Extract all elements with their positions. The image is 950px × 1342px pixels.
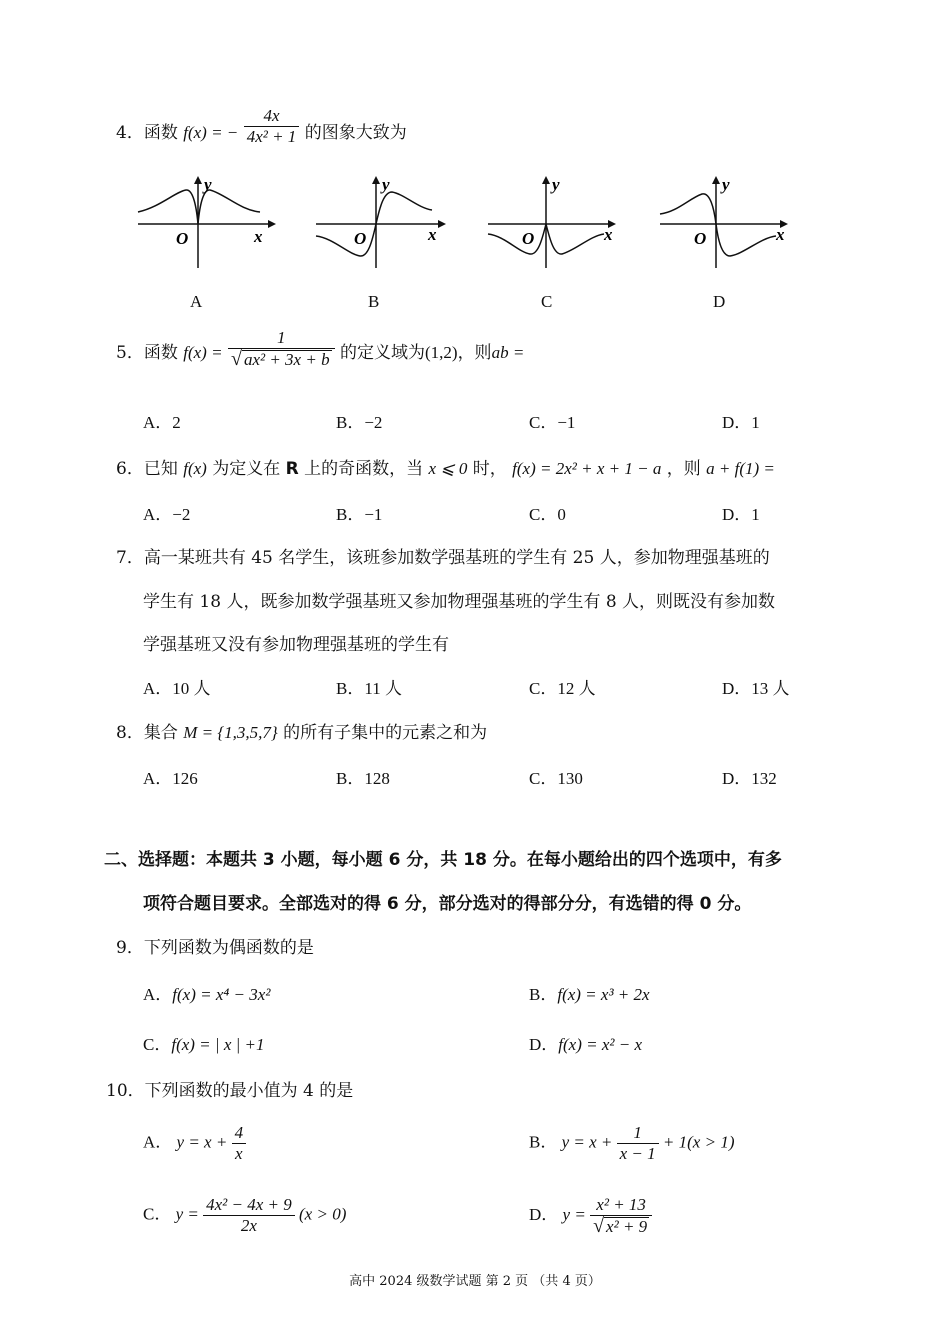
q9-option-c-expr: f(x) = | x | +1 (171, 1035, 265, 1054)
q7-option-a: A．10 人 (143, 679, 211, 698)
q7-line-1 (116, 543, 770, 568)
graph-b (308, 172, 458, 272)
q6-option-a: A．−2 (143, 505, 191, 524)
q10-option-d-label: D． (529, 1204, 559, 1224)
q10-number: 10． (106, 1081, 145, 1101)
q7-text-1: 高一某班共有 45 名学生，该班参加数学强基班的学生有 25 人，参加物理强基班的 (143, 548, 770, 568)
q6-text-3: 上的奇函数，当 (304, 459, 424, 479)
q10-option-d-radicand: x² + 9 (606, 1217, 648, 1236)
q10-option-b-fraction (617, 1124, 659, 1163)
graph-c-x-label: x (604, 225, 613, 244)
q10-option-a-denominator: x (235, 1144, 243, 1163)
q5-radicand: ax² + 3x + b (243, 349, 330, 369)
q5-interval: (1,2) (424, 343, 458, 362)
q10-option-c (143, 1196, 346, 1235)
q5-number: 5． (116, 343, 144, 363)
q4-fraction (244, 107, 300, 146)
q10-option-d-fraction (590, 1196, 652, 1236)
q10-option-b (529, 1124, 734, 1163)
q9-option-b-label: B． (529, 985, 558, 1004)
q10-option-d (529, 1196, 652, 1236)
q10-option-a-pre: y = x + (176, 1132, 228, 1152)
q10-option-a (143, 1124, 246, 1163)
q5-option-b: B．−2 (336, 413, 383, 432)
q4-fx: (x) = − (187, 123, 239, 142)
graph-b-label: B (368, 292, 380, 311)
q9-option-d-expr: f(x) = x² − x (558, 1035, 643, 1054)
graph-b-x-label: x (428, 225, 437, 244)
sqrt-icon: √ (230, 347, 242, 370)
q6-text-2: 为定义在 (212, 459, 281, 479)
graph-d-origin: O (694, 229, 707, 248)
q4-numerator: 4x (244, 107, 300, 127)
q6-option-d: D．1 (722, 505, 760, 524)
graph-d-label: D (713, 292, 726, 311)
q6-option-b: B．−1 (336, 505, 383, 524)
q5-text-end: ，则 (457, 343, 492, 363)
page-footer: 高中 2024 级数学试题 第 2 页 （共 4 页） (349, 1274, 601, 1289)
q4-text-suffix: 的图象大致为 (304, 123, 407, 143)
graph-c-origin: O (522, 229, 535, 248)
q6-condition: x ⩽ 0 (428, 459, 468, 478)
q7-option-b: B．11 人 (336, 679, 402, 698)
q5-option-d: D．1 (722, 413, 760, 432)
q5-denominator (228, 349, 335, 369)
q10-option-b-post: + 1(x > 1) (662, 1132, 735, 1152)
q9-option-a (143, 980, 270, 1005)
q4-stem (116, 106, 407, 146)
q7-number: 7． (116, 548, 144, 568)
q10-option-c-numerator: 4x² − 4x + 9 (203, 1196, 295, 1216)
q5-func: f(x) = (183, 343, 223, 362)
q9-option-c-label: C． (143, 1035, 172, 1054)
q7-option-d: D．13 人 (722, 679, 790, 698)
graph-d-y-label: y (722, 175, 730, 194)
q10-option-a-numerator: 4 (232, 1124, 247, 1144)
q8-number: 8． (116, 723, 144, 743)
q10-text: 下列函数的最小值为 4 的是 (144, 1081, 354, 1101)
q10-option-b-label: B． (529, 1132, 558, 1152)
q10-option-c-denominator: 2x (240, 1216, 257, 1235)
q8-option-c: C．130 (529, 769, 583, 788)
q10-option-c-pre: y = (175, 1204, 199, 1224)
q10-stem (106, 1076, 353, 1101)
graph-a-x-arrow (268, 220, 276, 228)
q10-option-c-post: (x > 0) (299, 1204, 347, 1224)
q6-text-4: 时， (472, 459, 507, 479)
q9-option-a-expr: f(x) = x⁴ − 3x² (172, 985, 271, 1004)
q7-line-2: 学生有 18 人，既参加数学强基班又参加物理强基班的学生有 8 人，则既没有参加数 (143, 592, 776, 612)
graph-a-y-arrow (194, 176, 202, 184)
q9-stem (116, 933, 314, 958)
graph-d (652, 172, 802, 272)
q9-option-b-expr: f(x) = x³ + 2x (557, 985, 650, 1004)
q9-text: 下列函数为偶函数的是 (143, 938, 314, 958)
graph-b-y-arrow (372, 176, 380, 184)
q9-option-d-label: D． (529, 1035, 559, 1054)
graph-c-y-label: y (552, 175, 560, 194)
graph-a-x-label: x (254, 227, 263, 246)
q6-text-5: ，则 (666, 459, 701, 479)
q5-text-suffix: 的定义域为 (339, 343, 425, 363)
section-2-heading-line-1: 二、选择题：本题共 3 小题，每小题 6 分，共 18 分。在每小题给出的四个选项中，有多 (104, 850, 782, 870)
graph-d-x-label: x (776, 225, 785, 244)
q8-set: M = {1,3,5,7} (183, 723, 278, 742)
q8-stem (116, 718, 487, 743)
q8-option-a: A．126 (143, 769, 198, 788)
q6-option-c: C．0 (529, 505, 566, 524)
q6-expression: f(x) = 2x² + x + 1 − a (512, 459, 662, 478)
q8-option-d: D．132 (722, 769, 777, 788)
q5-text-prefix: 函数 (143, 343, 178, 363)
q6-number: 6． (116, 459, 144, 479)
q10-option-b-pre: y = x + (561, 1132, 613, 1152)
q8-text-2: 的所有子集中的元素之和为 (283, 723, 488, 743)
graph-a-label: A (190, 292, 203, 311)
graph-a (130, 172, 280, 272)
q10-option-c-fraction (203, 1196, 295, 1235)
q6-f: f(x) (183, 459, 207, 478)
graph-b-origin: O (354, 229, 367, 248)
q9-option-c (143, 1030, 265, 1055)
q10-option-b-numerator: 1 (617, 1124, 659, 1144)
q10-option-d-numerator: x² + 13 (590, 1196, 652, 1216)
section-2-heading-line-2: 项符合题目要求。全部选对的得 6 分，部分选对的得部分分，有选错的得 0 分。 (143, 894, 752, 914)
q7-line-3: 学强基班又没有参加物理强基班的学生有 (143, 635, 449, 655)
q7-option-c: C．12 人 (529, 679, 596, 698)
q5-fraction (228, 329, 335, 369)
q6-text-1: 已知 (143, 459, 178, 479)
graph-c-y-arrow (542, 176, 550, 184)
q9-number: 9． (116, 938, 144, 958)
q10-option-d-pre: y = (562, 1204, 586, 1224)
q6-R: R (285, 459, 299, 479)
q9-option-d (529, 1030, 642, 1055)
q10-option-a-label: A． (143, 1132, 173, 1152)
q8-option-b: B．128 (336, 769, 390, 788)
graph-a-curve (138, 190, 260, 224)
q4-number: 4． (116, 123, 144, 143)
q5-option-c: C．−1 (529, 413, 576, 432)
graph-d-curve (660, 194, 776, 256)
q10-option-b-denominator: x − 1 (619, 1144, 656, 1163)
graph-a-y-label: y (204, 175, 212, 194)
graph-b-y-label: y (382, 175, 390, 194)
q4-text-prefix: 函数 (143, 123, 178, 143)
graph-c (480, 172, 630, 272)
q5-option-a: A．2 (143, 413, 181, 432)
graph-c-label: C (541, 292, 553, 311)
q8-text-1: 集合 (143, 723, 178, 743)
q10-option-c-label: C． (143, 1204, 172, 1224)
q4-denominator: 4x² + 1 (246, 127, 297, 146)
q5-stem (116, 327, 525, 370)
q6-stem (116, 454, 775, 479)
q5-ask: ab = (491, 343, 525, 362)
q5-numerator: 1 (228, 329, 335, 349)
q10-option-d-denominator (590, 1216, 652, 1236)
graph-b-x-arrow (438, 220, 446, 228)
q6-ask: a + f(1) = (706, 459, 775, 478)
q9-option-b (529, 980, 650, 1005)
q9-option-a-label: A． (143, 985, 173, 1004)
sqrt-icon: √ (593, 1215, 605, 1237)
graph-a-origin: O (176, 229, 189, 248)
q4-f: f (183, 123, 188, 142)
q10-option-a-fraction (232, 1124, 247, 1163)
graph-d-y-arrow (712, 176, 720, 184)
